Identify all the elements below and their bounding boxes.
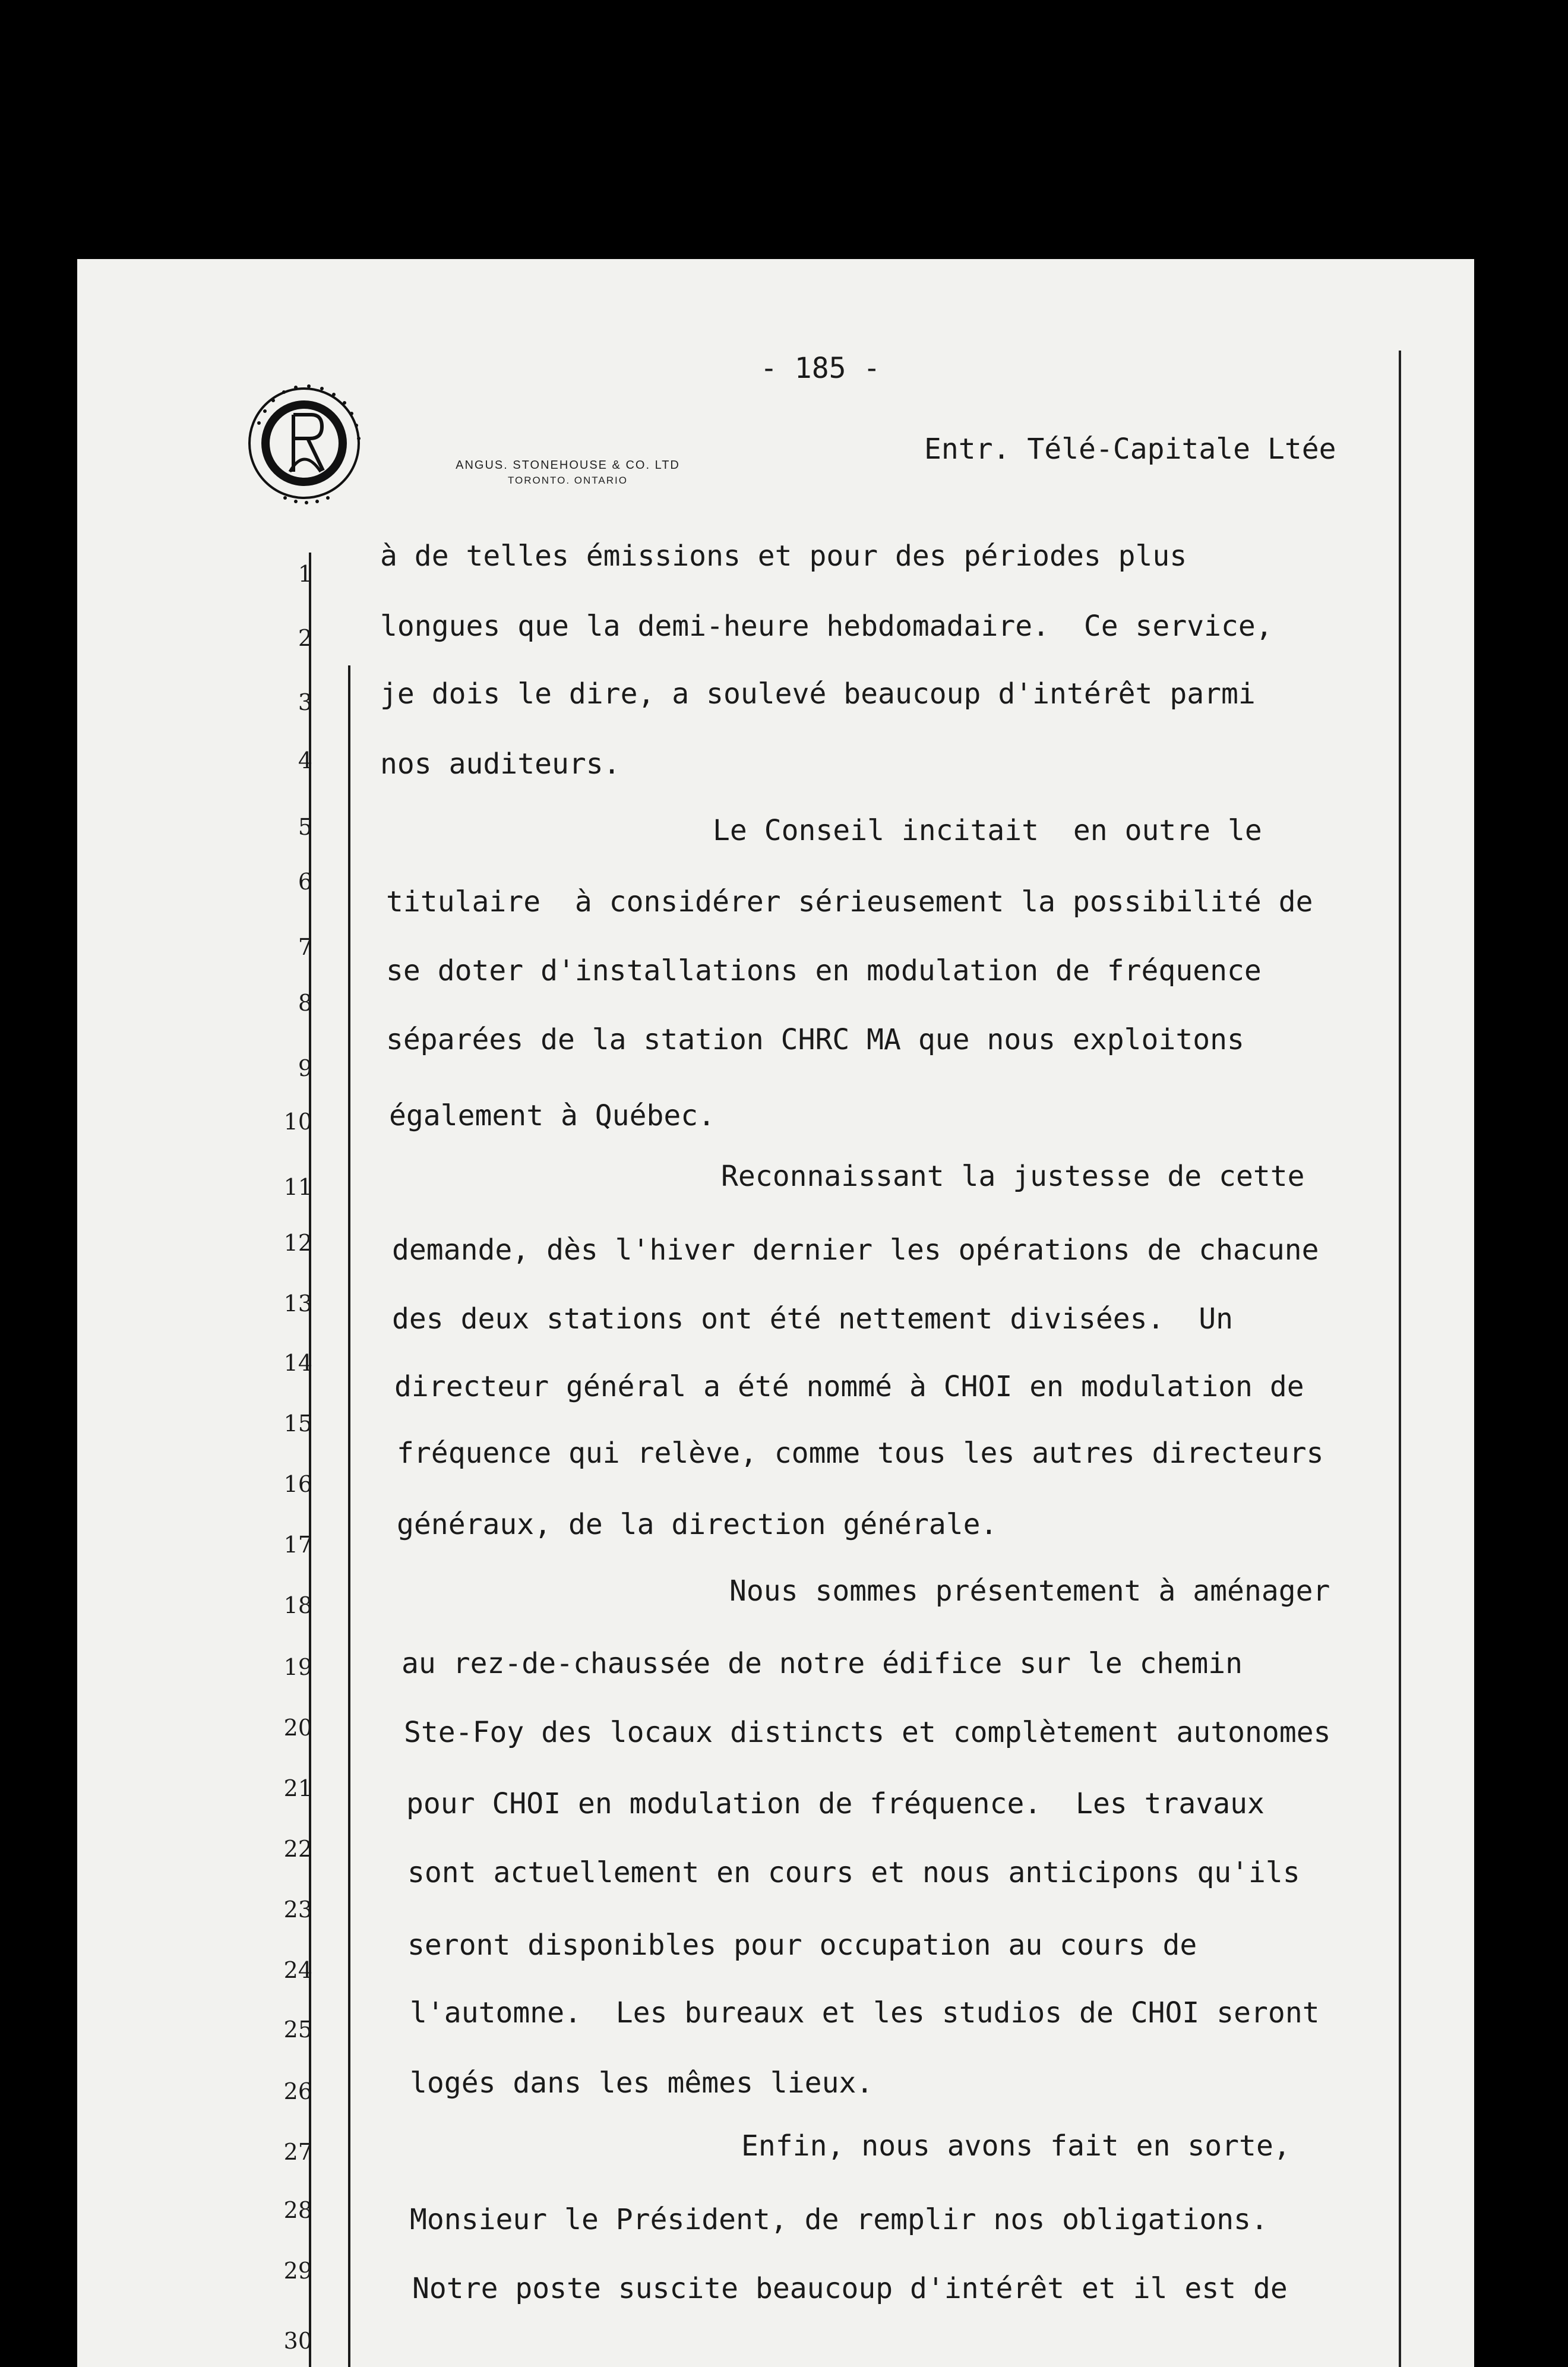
line-number: 20 — [283, 1715, 312, 1741]
text-line: au rez-de-chaussée de notre édifice sur le chemin — [402, 1647, 1243, 1680]
firm-name: ANGUS. STONEHOUSE & CO. LTD — [456, 459, 680, 472]
text-line: Enfin, nous avons fait en sorte, — [741, 2129, 1291, 2163]
line-number: 27 — [283, 2139, 312, 2165]
text-line: nos auditeurs. — [380, 747, 621, 781]
text-line: sont actuellement en cours et nous anticipons qu'ils — [407, 1856, 1300, 1889]
text-line: je dois le dire, a soulevé beaucoup d'intérêt parmi — [380, 677, 1256, 711]
line-number: 4 — [298, 747, 312, 774]
speaker-header: Entr. Télé-Capitale Ltée — [924, 433, 1336, 466]
text-line: Le Conseil incitait en outre le — [713, 814, 1262, 847]
line-number: 11 — [283, 1174, 312, 1200]
text-line: fréquence qui relève, comme tous les autres directeurs — [397, 1437, 1324, 1470]
line-number: 30 — [283, 2328, 312, 2354]
line-number: 14 — [283, 1350, 312, 1376]
line-number: 9 — [298, 1055, 312, 1081]
line-number: 12 — [283, 1230, 312, 1256]
text-line: directeur général a été nommé à CHOI en modulation de — [394, 1370, 1304, 1403]
transcription-seal-icon — [233, 366, 387, 520]
line-number: 18 — [283, 1592, 312, 1618]
line-number: 13 — [283, 1290, 312, 1317]
text-line: seront disponibles pour occupation au cours de — [407, 1929, 1197, 1962]
text-line: Notre poste suscite beaucoup d'intérêt et il est de — [412, 2272, 1288, 2305]
text-line: Ste-Foy des locaux distincts et complètement autonomes — [404, 1716, 1331, 1749]
text-line: séparées de la station CHRC MA que nous exploitons — [386, 1023, 1244, 1056]
text-line: l'automne. Les bureaux et les studios de CHOI seront — [410, 1996, 1320, 2030]
line-number: 21 — [283, 1775, 312, 1801]
text-line: Monsieur le Président, de remplir nos obligations. — [410, 2203, 1268, 2236]
text-line: titulaire à considérer sérieusement la possibilité de — [386, 885, 1313, 919]
line-number: 24 — [283, 1957, 312, 1983]
line-number: 26 — [283, 2078, 312, 2104]
line-number: 19 — [283, 1654, 312, 1680]
line-number: 29 — [283, 2258, 312, 2284]
text-line: longues que la demi-heure hebdomadaire. Ce service, — [380, 610, 1273, 643]
line-number: 1 — [298, 561, 312, 587]
text-line: également à Québec. — [389, 1099, 716, 1132]
text-line: pour CHOI en modulation de fréquence. Les travaux — [406, 1787, 1264, 1820]
text-line: Nous sommes présentement à aménager — [729, 1574, 1330, 1608]
text-line: des deux stations ont été nettement divisées. Un — [392, 1302, 1234, 1336]
line-number: 16 — [283, 1471, 312, 1497]
line-number: 28 — [283, 2197, 312, 2223]
margin-rule — [348, 665, 350, 2367]
line-number: 15 — [283, 1410, 312, 1437]
text-line: à de telles émissions et pour des périodes plus — [380, 539, 1187, 573]
firm-city: TORONTO. ONTARIO — [507, 475, 628, 486]
text-line: logés dans les mêmes lieux. — [410, 2066, 874, 2100]
line-number: 8 — [298, 990, 312, 1016]
text-line: Reconnaissant la justesse de cette — [721, 1160, 1305, 1193]
text-line: demande, dès l'hiver dernier les opérations de chacune — [392, 1233, 1319, 1267]
text-line: se doter d'installations en modulation de fréquence — [386, 954, 1262, 987]
line-number: 22 — [283, 1836, 312, 1862]
right-margin-rule — [1399, 351, 1401, 2367]
text-line: généraux, de la direction générale. — [397, 1508, 998, 1541]
line-number: 23 — [283, 1896, 312, 1923]
line-number: 17 — [283, 1532, 312, 1558]
line-number: 6 — [298, 869, 312, 895]
line-number: 10 — [283, 1109, 312, 1135]
transcription-firm — [402, 459, 734, 487]
line-number: 3 — [298, 689, 312, 715]
line-number: 25 — [283, 2016, 312, 2043]
line-number: 7 — [298, 934, 312, 960]
line-number: 2 — [298, 625, 312, 651]
page-number: - 185 - — [760, 352, 881, 385]
line-number: 5 — [298, 814, 312, 840]
